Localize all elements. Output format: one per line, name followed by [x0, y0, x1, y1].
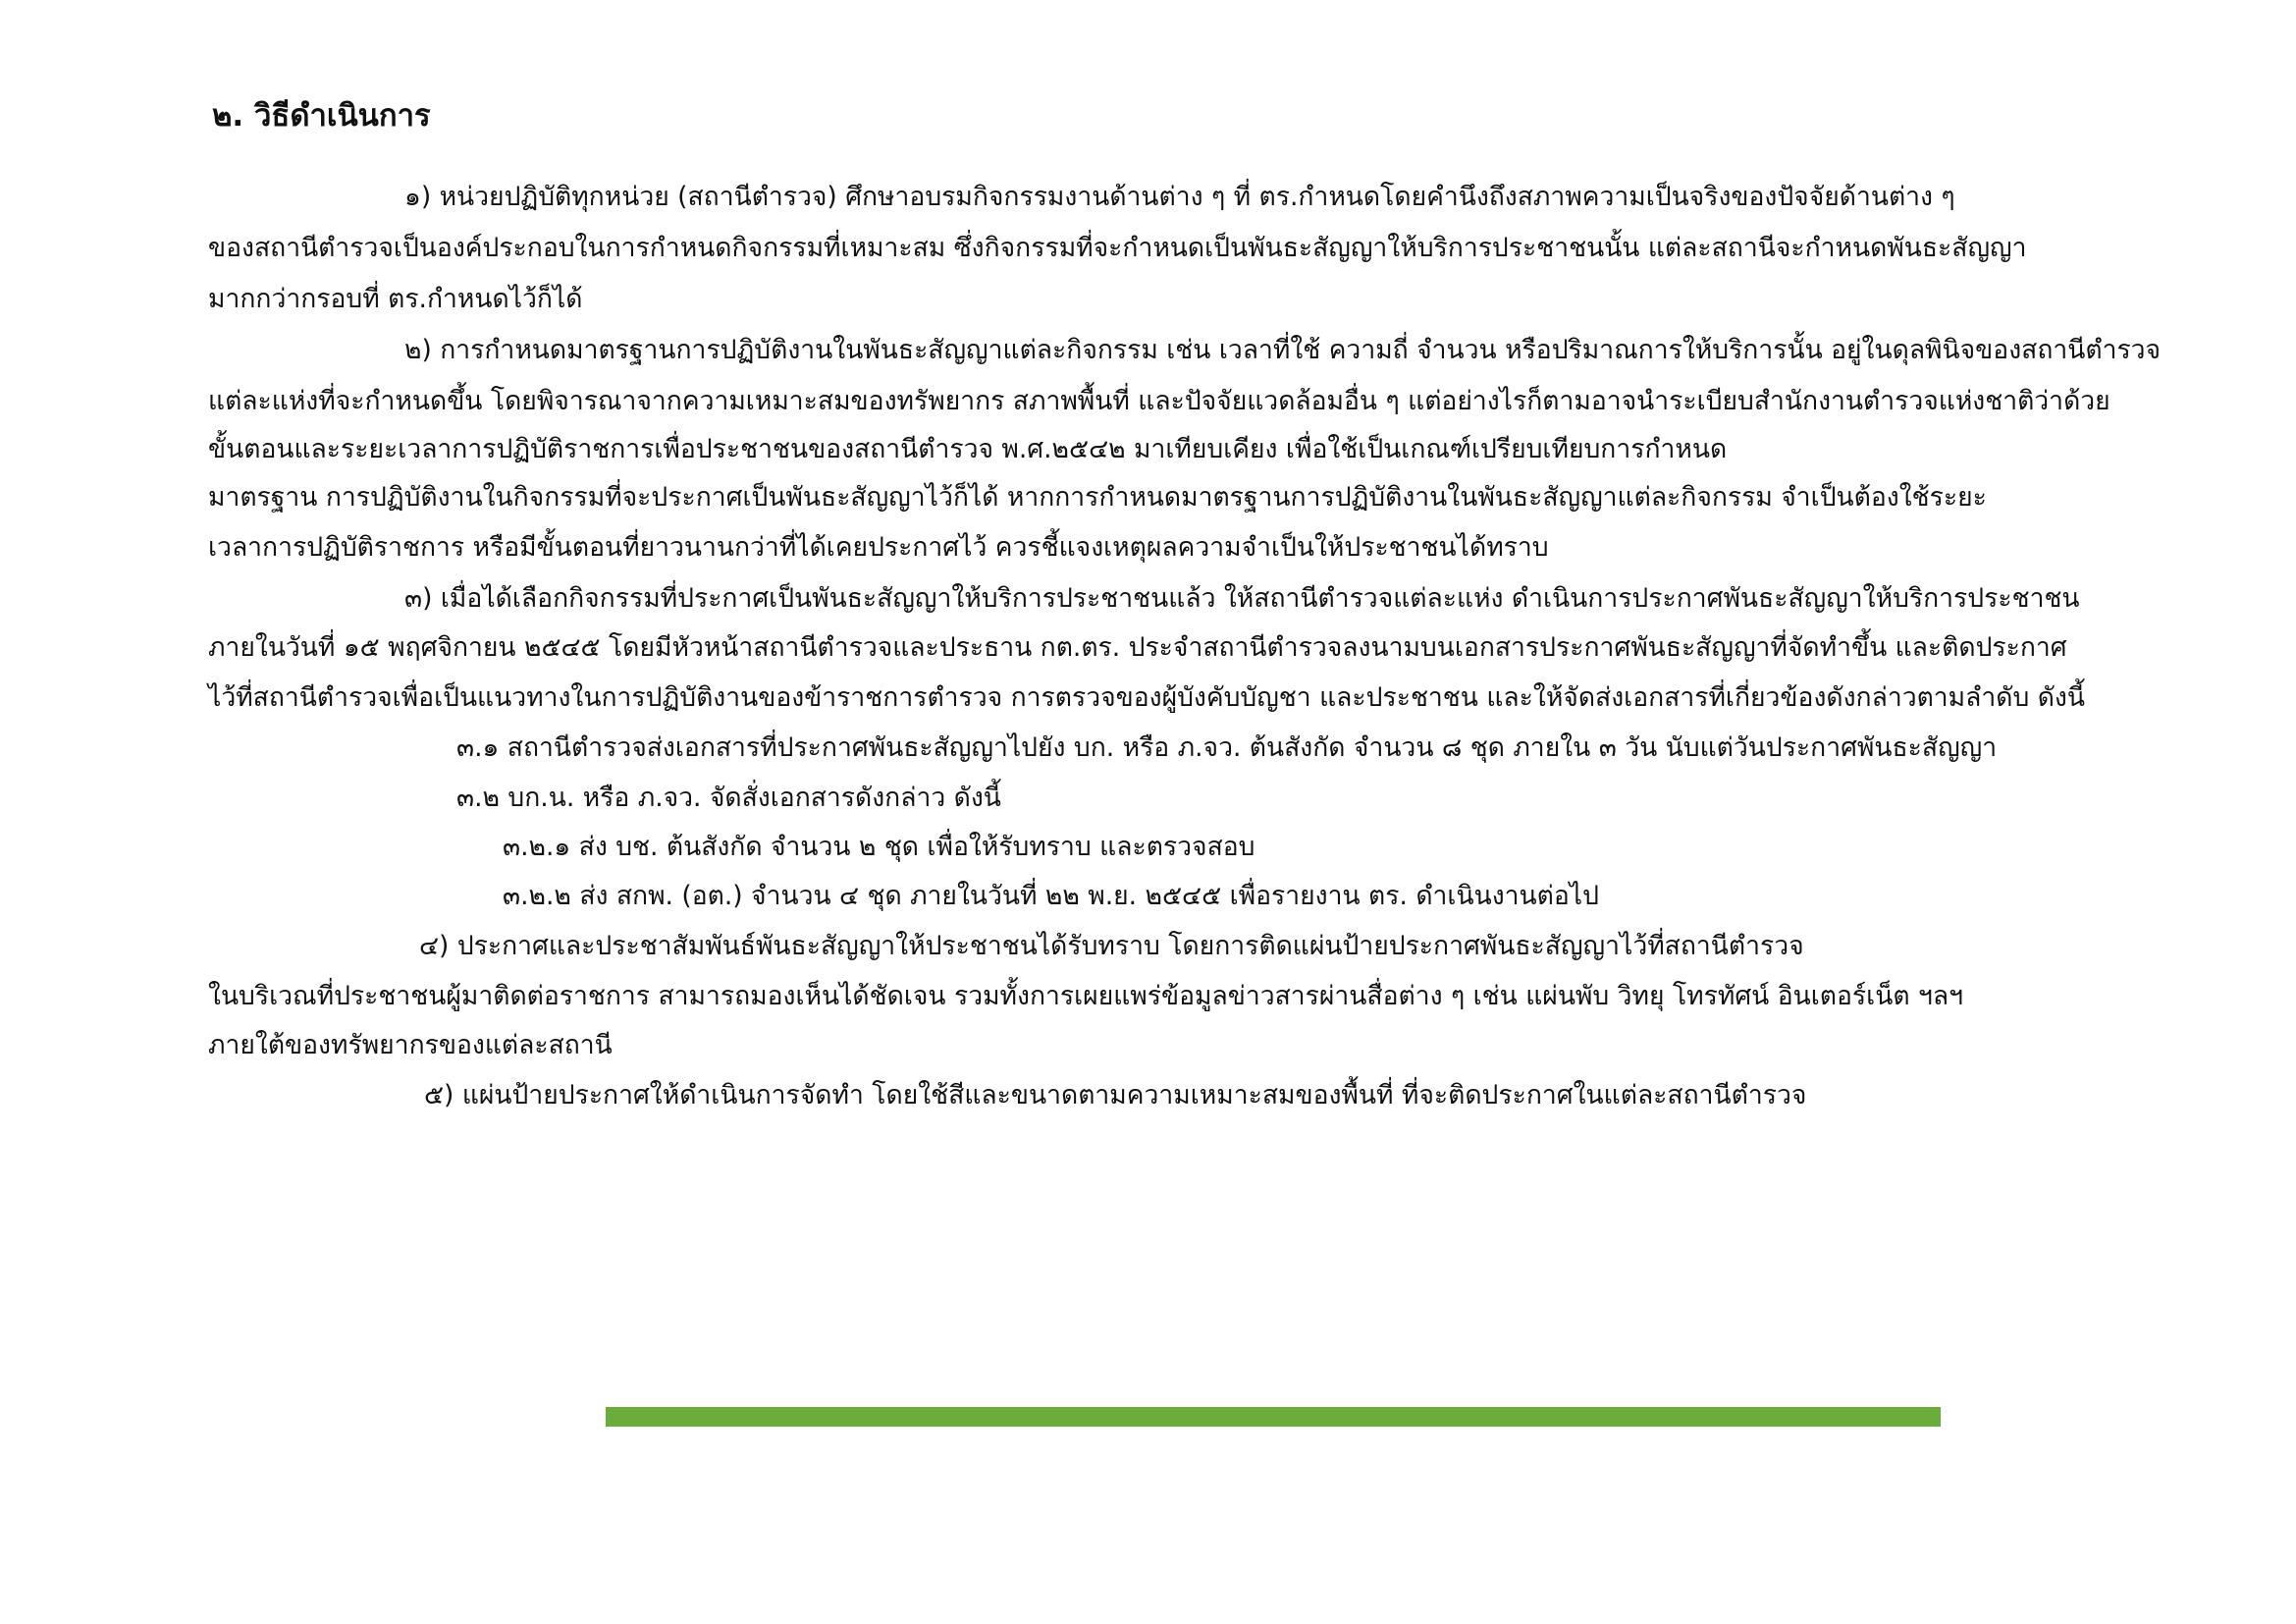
paragraph-line: ๕) แผ่นป้ายประกาศให้ดำเนินการจัดทำ โดยใช้สีและขนาดตามความเหมาะสมของพื้นที่ ที่จะติดประกาศในแต่ละสถานีตำรวจ — [424, 1080, 1807, 1110]
paragraph-line: เวลาการปฏิบัติราชการ หรือมีขั้นตอนที่ยาวนานกว่าที่ได้เคยประกาศไว้ ควรชี้แจงเหตุผลความจำเป็นให้ประชาชนได้ทราบ — [208, 532, 1549, 563]
paragraph-line: ๑) หน่วยปฏิบัติทุกหน่วย (สถานีตำรวจ) ศึกษาอบรมกิจกรรมงานด้านต่าง ๆ ที่ ตร.กำหนดโดยคำนึงถึงสภาพความเป็นจริงของปัจจัยด้านต่าง ๆ — [404, 182, 1955, 212]
paragraph-line: ภายใต้ของทรัพยากรของแต่ละสถานี — [208, 1030, 613, 1060]
paragraph-line: ภายในวันที่ ๑๕ พฤศจิกายน ๒๕๔๕ โดยมีหัวหน้าสถานีตำรวจและประธาน กต.ตร. ประจำสถานีตำรวจลงนามบนเอกสารประกาศพันธะสัญญาที่จัดทำขึ้น และติดประกาศ — [208, 632, 2067, 663]
paragraph-line: ๓.๒ บก.น. หรือ ภ.จว. จัดสั่งเอกสารดังกล่าว ดังนี้ — [456, 783, 1001, 813]
accent-divider-bar — [606, 1407, 1941, 1427]
paragraph-line: ๓.๒.๒ ส่ง สกพ. (อต.) จำนวน ๔ ชุด ภายในวันที่ ๒๒ พ.ย. ๒๕๔๕ เพื่อรายงาน ตร. ดำเนินงานต่อไป — [503, 881, 1599, 911]
paragraph-line: แต่ละแห่งที่จะกำหนดขึ้น โดยพิจารณาจากความเหมาะสมของทรัพยากร สภาพพื้นที่ และปัจจัยแวดล้อมอื่น ๆ แต่อย่างไรก็ตามอาจนำระเบียบสำนักงานตำรวจแห่งชาติว่าด้วย — [208, 386, 2110, 416]
paragraph-line: ๓.๑ สถานีตำรวจส่งเอกสารที่ประกาศพันธะสัญญาไปยัง บก. หรือ ภ.จว. ต้นสังกัด จำนวน ๘ ชุด ภายใน ๓ วัน นับแต่วันประกาศพันธะสัญญา — [456, 732, 1998, 763]
paragraph-line: มาตรฐาน การปฏิบัติงานในกิจกรรมที่จะประกาศเป็นพันธะสัญญาไว้ก็ได้ หากการกำหนดมาตรฐานการปฏิบัติงานในพันธะสัญญาแต่ละกิจกรรม จำเป็นต้องใช้ระยะ — [208, 482, 1987, 513]
paragraph-line: ๔) ประกาศและประชาสัมพันธ์พันธะสัญญาให้ประชาชนได้รับทราบ โดยการติดแผ่นป้ายประกาศพันธะสัญญาไว้ที่สถานีตำรวจ — [419, 931, 1804, 961]
paragraph-line: มากกว่ากรอบที่ ตร.กำหนดไว้ก็ได้ — [208, 284, 583, 314]
paragraph-line: ๓) เมื่อได้เลือกกิจกรรมที่ประกาศเป็นพันธะสัญญาให้บริการประชาชนแล้ว ให้สถานีตำรวจแต่ละแห่ง ดำเนินการประกาศพันธะสัญญาให้บริการประชาชน — [404, 583, 2080, 614]
paragraph-line: ไว้ที่สถานีตำรวจเพื่อเป็นแนวทางในการปฏิบัติงานของข้าราชการตำรวจ การตรวจของผู้บังคับบัญชา และประชาชน และให้จัดส่งเอกสารที่เกี่ยวข้องดังกล่าวตามลำดับ ดังนี้ — [208, 682, 2085, 713]
paragraph-line: ๓.๒.๑ ส่ง บช. ต้นสังกัด จำนวน ๒ ชุด เพื่อให้รับทราบ และตรวจสอบ — [503, 832, 1255, 862]
paragraph-line: ของสถานีตำรวจเป็นองค์ประกอบในการกำหนดกิจกรรมที่เหมาะสม ซึ่งกิจกรรมที่จะกำหนดเป็นพันธะสัญญาให้บริการประชาชนนั้น แต่ละสถานีจะกำหนดพันธะสัญญา — [208, 233, 2027, 263]
paragraph-line: ในบริเวณที่ประชาชนผู้มาติดต่อราชการ สามารถมองเห็นได้ชัดเจน รวมทั้งการเผยแพร่ข้อมูลข่าวสารผ่านสื่อต่าง ๆ เช่น แผ่นพับ วิทยุ โทรทัศน์ อินเตอร์เน็ต ฯลฯ — [208, 981, 1963, 1011]
paragraph-line: ขั้นตอนและระยะเวลาการปฏิบัติราชการเพื่อประชาชนของสถานีตำรวจ พ.ศ.๒๕๔๒ มาเทียบเคียง เพื่อใช้เป็นเกณฑ์เปรียบเทียบการกำหนด — [208, 434, 1728, 464]
paragraph-line: ๒) การกำหนดมาตรฐานการปฏิบัติงานในพันธะสัญญาแต่ละกิจกรรม เช่น เวลาที่ใช้ ความถี่ จำนวน หรือปริมาณการให้บริการนั้น อยู่ในดุลพินิจของสถานีตำรวจ — [404, 335, 2162, 365]
section-heading: ๒. วิธีดำเนินการ — [212, 98, 431, 134]
